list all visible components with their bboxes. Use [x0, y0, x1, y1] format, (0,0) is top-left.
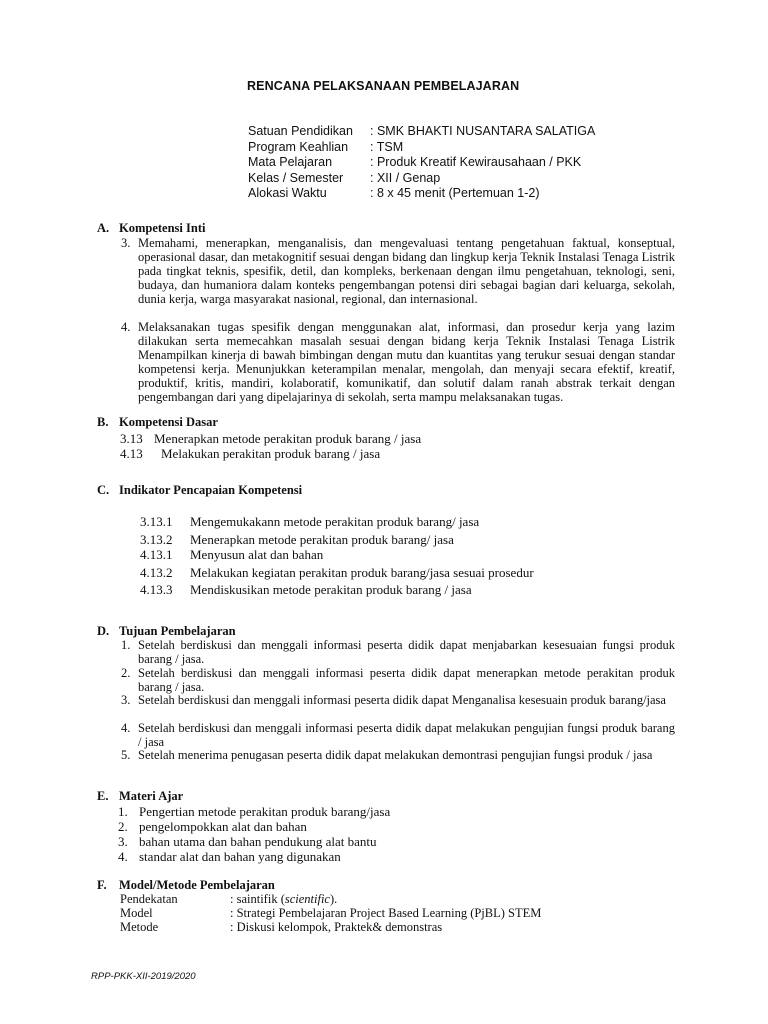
section-title: Tujuan Pembelajaran	[119, 624, 236, 638]
ipk-item	[140, 565, 534, 581]
tp-paragraph: Setelah berdiskusi dan menggali informasi peserta didik dapat Menganalisa kesesuain produk barang/jasa	[138, 693, 666, 707]
section-title: Model/Metode Pembelajaran	[119, 878, 275, 892]
document-title: RENCANA PELAKSANAAN PEMBELAJARAN	[247, 79, 520, 93]
model-label: Model	[120, 906, 153, 920]
identity-row	[248, 171, 595, 187]
section-letter: B.	[97, 415, 109, 429]
materi-number: 2.	[118, 819, 128, 834]
tp-paragraph: Setelah berdiskusi dan menggali informasi peserta didik dapat melakukan pengujian fungsi produk barang / jasa	[138, 721, 675, 750]
ipk-item	[140, 514, 479, 530]
kd-text: Melakukan perakitan produk barang / jasa	[161, 446, 381, 461]
materi-item	[118, 819, 307, 835]
ipk-number: 4.13.1	[140, 547, 173, 562]
identity-row	[248, 140, 595, 156]
materi-item	[118, 804, 390, 820]
identity-row	[248, 124, 595, 140]
model-row	[120, 892, 337, 907]
section-f-heading	[97, 878, 275, 893]
ipk-text: Mengemukakann metode perakitan produk barang/ jasa	[190, 514, 480, 529]
ipk-text: Menerapkan metode perakitan produk barang/ jasa	[190, 532, 454, 547]
identity-value: : Produk Kreatif Kewirausahaan / PKK	[370, 155, 582, 169]
tp-paragraph: Setelah berdiskusi dan menggali informasi peserta didik dapat menerapkan metode perakitan produk barang / jasa.	[138, 666, 675, 695]
model-label: Pendekatan	[120, 892, 178, 906]
tp-number: 4.	[121, 721, 131, 735]
materi-number: 4.	[118, 849, 128, 864]
section-d-heading	[97, 624, 236, 639]
ipk-number: 3.13.1	[140, 514, 173, 529]
materi-number: 3.	[118, 834, 128, 849]
model-value-suffix: ).	[329, 892, 338, 906]
identity-label: Program Keahlian	[248, 139, 349, 154]
section-title: Indikator Pencapaian Kompetensi	[119, 483, 303, 497]
identity-value: : XII / Genap	[370, 170, 441, 185]
identity-label: Satuan Pendidikan	[248, 124, 353, 138]
ipk-item	[140, 547, 323, 563]
ipk-text: Melakukan kegiatan perakitan produk barang/jasa sesuai prosedur	[190, 565, 534, 580]
ipk-number: 4.13.3	[140, 582, 173, 597]
section-e-heading	[97, 789, 183, 804]
kd-item	[120, 431, 421, 447]
section-c-heading	[97, 483, 302, 498]
ipk-number: 3.13.2	[140, 532, 173, 547]
model-value: : Diskusi kelompok, Praktek& demonstras	[230, 920, 443, 934]
materi-text: bahan utama dan bahan pendukung alat bantu	[139, 834, 377, 849]
ki-paragraph: Melaksanakan tugas spesifik dengan menggunakan alat, informasi, dan prosedur kerja yang lazim dilakukan serta memecahkan masalah sesuai dengan bidang kerja Teknik Instalasi Tenaga Listrik Menampilkan kinerja di bawah bimbingan dengan mutu dan kuantitas yang terukur sesuai dengan standar kompetensi kerja. Menunjukkan keterampilan menalar, mengolah, dan menyaji secara efektif, kreatif, produktif, kritis, mandiri, kolaboratif, komunikatif, dan solutif dalam ranah abstrak terkait dengan pengembangan dari yang dipelajarinya di sekolah, serta mampu melaksanakan tugas.	[138, 320, 675, 405]
ipk-text: Menyusun alat dan bahan	[190, 547, 324, 562]
section-letter: F.	[97, 878, 107, 892]
identity-value: : 8 x 45 menit (Pertemuan 1-2)	[370, 186, 540, 200]
materi-item	[118, 834, 377, 850]
ipk-number: 4.13.2	[140, 565, 173, 580]
page-footer: RPP-PKK-XII-2019/2020	[91, 971, 196, 982]
identity-block	[248, 124, 595, 202]
tp-paragraph: Setelah berdiskusi dan menggali informasi peserta didik dapat menjabarkan kesesuaian fungsi produk barang / jasa.	[138, 638, 675, 667]
section-letter: D.	[97, 624, 110, 638]
ki-paragraph: Memahami, menerapkan, menganalisis, dan mengevaluasi tentang pengetahuan faktual, konseptual, operasional dasar, dan metakognitif sesuai dengan bidang dan lingkup kerja Teknik Instalasi Tenaga Listrik pada tingkat teknis, spesifik, detil, dan kompleks, berkenaan dengan ilmu pengetahuan, teknologi, seni, budaya, dan humaniora dalam konteks pengembangan potensi diri sebagai bagian dari keluarga, sekolah, dunia kerja, warga masyarakat nasional, regional, dan internasional.	[138, 236, 675, 307]
tp-number: 5.	[121, 748, 131, 762]
ki-number: 3.	[121, 236, 131, 250]
materi-text: Pengertian metode perakitan produk barang/jasa	[139, 804, 391, 819]
ipk-item	[140, 582, 472, 598]
kd-number: 3.13	[120, 431, 143, 446]
kd-item	[120, 446, 380, 462]
model-row	[120, 906, 541, 921]
tp-number: 3.	[121, 693, 131, 707]
section-letter: C.	[97, 483, 110, 497]
materi-text: standar alat dan bahan yang digunakan	[139, 849, 341, 864]
tp-number: 2.	[121, 666, 131, 680]
model-value-italic: scientific	[284, 892, 330, 906]
section-title: Kompetensi Dasar	[119, 415, 218, 429]
tp-number: 1.	[121, 638, 131, 652]
kd-text: Menerapkan metode perakitan produk barang / jasa	[154, 431, 422, 446]
ipk-item	[140, 532, 454, 548]
kd-number: 4.13	[120, 446, 143, 461]
ki-number: 4.	[121, 320, 131, 334]
identity-row	[248, 186, 595, 202]
section-letter: A.	[97, 221, 110, 235]
materi-item	[118, 849, 341, 865]
identity-value: : SMK BHAKTI NUSANTARA SALATIGA	[370, 124, 596, 138]
model-value-prefix: : saintifik (	[230, 892, 285, 906]
model-label: Metode	[120, 920, 159, 934]
ipk-text: Mendiskusikan metode perakitan produk barang / jasa	[190, 582, 472, 597]
model-row	[120, 920, 442, 935]
section-title: Materi Ajar	[119, 789, 184, 803]
tp-paragraph: Setelah menerima penugasan peserta didik dapat melakukan demontrasi pengujian fungsi produk / jasa	[138, 748, 653, 762]
model-value: : Strategi Pembelajaran Project Based Learning (PjBL) STEM	[230, 906, 542, 920]
identity-value: : TSM	[370, 139, 404, 154]
identity-label: Mata Pelajaran	[248, 155, 333, 169]
section-a-heading	[97, 221, 205, 236]
identity-label: Alokasi Waktu	[248, 186, 327, 200]
identity-label: Kelas / Semester	[248, 170, 344, 185]
section-b-heading	[97, 415, 218, 430]
materi-number: 1.	[118, 804, 128, 819]
section-letter: E.	[97, 789, 109, 803]
section-title: Kompetensi Inti	[119, 221, 206, 235]
identity-row	[248, 155, 595, 171]
materi-text: pengelompokkan alat dan bahan	[139, 819, 307, 834]
